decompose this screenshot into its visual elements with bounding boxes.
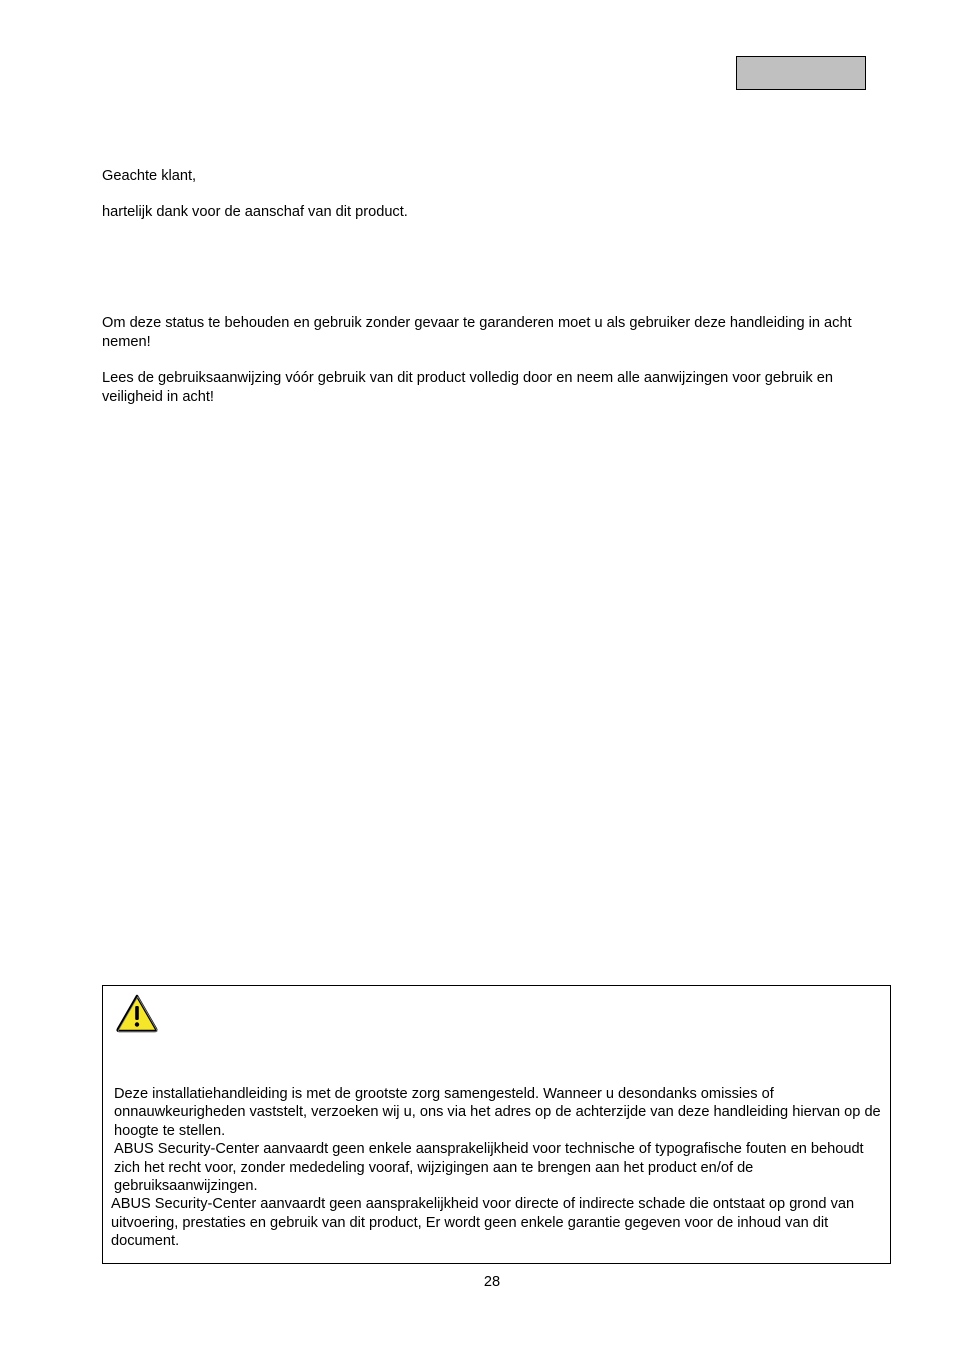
disclaimer-box xyxy=(102,985,891,1264)
disclaimer-paragraph: ABUS Security-Center aanvaardt geen aansprakelijkheid voor directe of indirecte schade die ontstaat op grond van uitvoering, prestaties en gebruik van dit product, Er wordt geen enkele garantie gegeven voor de inhoud van dit document. xyxy=(111,1196,855,1250)
thanks-text: hartelijk dank voor de aanschaf van dit product. xyxy=(102,204,408,220)
disclaimer-paragraph: Deze installatiehandleiding is met de grootste zorg samengesteld. Wanneer u desondanks omissies of onnauwkeurigheden vaststelt, verzoeken wij u, ons via het adres op de achterzijde van deze handleiding hiervan op de hoogte te stellen. xyxy=(114,1086,881,1139)
page-number: 28 xyxy=(483,1274,501,1290)
greeting-text: Geachte klant, xyxy=(102,168,197,184)
disclaimer-paragraph: ABUS Security-Center aanvaardt geen enkele aansprakelijkheid voor technische of typografische fouten en behoudt zich het recht voor, zonder mededeling vooraf, wijzigingen aan te brengen aan het product en/of de gebruiksaanwijzingen. xyxy=(114,1141,864,1195)
read-notice-text: Lees de gebruiksaanwijzing vóór gebruik van dit product volledig door en neem alle aanwijzingen voor gebruik en veiligheid in acht! xyxy=(102,370,833,405)
warning-triangle-icon xyxy=(115,993,159,1033)
status-notice-text: Om deze status te behouden en gebruik zonder gevaar te garanderen moet u als gebruiker deze handleiding in acht nemen! xyxy=(102,315,852,350)
language-tab-box xyxy=(736,56,866,90)
disclaimer-text xyxy=(113,1085,883,1251)
